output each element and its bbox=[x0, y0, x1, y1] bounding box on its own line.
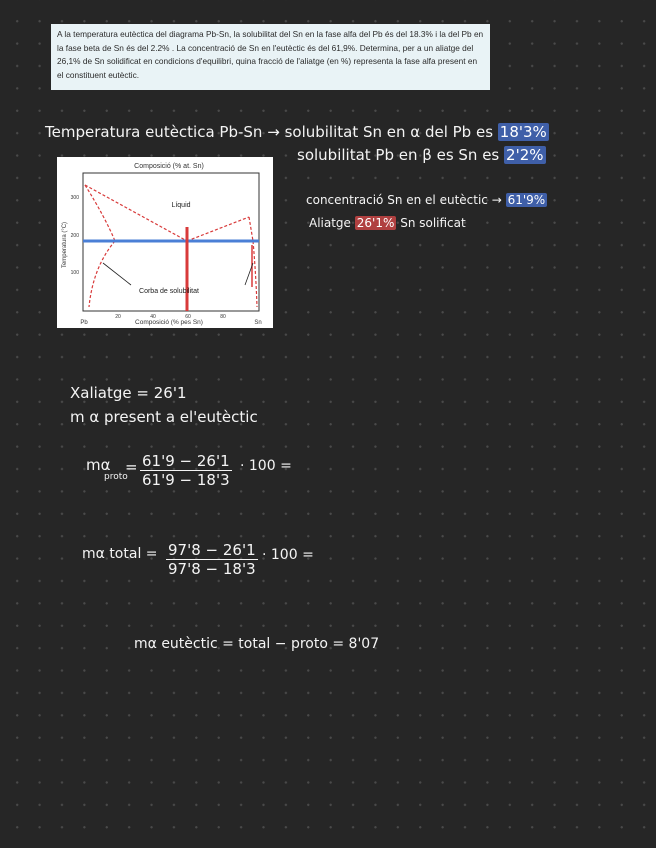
x-tick-40: 40 bbox=[150, 314, 156, 320]
proto-numerator: 61'9 − 26'1 bbox=[142, 452, 230, 470]
final-result: mα eutèctic = total − proto = 8'07 bbox=[134, 636, 380, 652]
diagram-x-label: Composició (% pes Sn) bbox=[135, 319, 203, 326]
y-tick-300: 300 bbox=[70, 195, 79, 201]
note-pb-solubility: solubilitat Pb en β es Sn es bbox=[297, 146, 500, 164]
total-times-100: · 100 = bbox=[262, 547, 314, 563]
note-alloy-label: Aliatge bbox=[309, 216, 351, 230]
x-tick-60: 60 bbox=[185, 314, 191, 320]
phase-diagram-svg bbox=[57, 157, 273, 328]
liquidus-line bbox=[85, 185, 249, 241]
total-label: mα total = bbox=[82, 546, 158, 562]
sn-label: Sn bbox=[254, 320, 262, 326]
y-tick-200: 200 bbox=[70, 233, 79, 239]
m-alpha-title: m α present a el'eutèctic bbox=[70, 408, 258, 426]
diagram-title: Composició (% at. Sn) bbox=[134, 163, 204, 170]
proto-times-100: · 100 = bbox=[240, 458, 292, 474]
proto-fraction bbox=[140, 452, 232, 489]
note-sn-solubility: solubilitat Sn en α del Pb es bbox=[284, 123, 494, 141]
note-eutectic-temp: Temperatura eutèctica Pb-Sn bbox=[45, 123, 263, 141]
note-line-4 bbox=[309, 216, 466, 230]
highlight-18-3: 18'3% bbox=[499, 123, 547, 141]
note-solidified: Sn solificat bbox=[400, 216, 466, 230]
highlight-26-1: 26'1% bbox=[356, 216, 395, 230]
note-line-3 bbox=[306, 193, 547, 207]
proto-equals: = bbox=[125, 458, 138, 476]
diagram-y-label: Temperatura (°C) bbox=[62, 221, 68, 269]
solubility-curve-label: Corba de solubilitat bbox=[139, 288, 199, 295]
x-tick-80: 80 bbox=[220, 314, 226, 320]
phase-diagram bbox=[57, 157, 273, 328]
arrows bbox=[103, 263, 253, 285]
total-denominator: 97'8 − 18'3 bbox=[168, 560, 256, 578]
highlight-2-2: 2'2% bbox=[506, 146, 544, 164]
note-line-2 bbox=[297, 146, 546, 164]
total-numerator: 97'8 − 26'1 bbox=[168, 541, 256, 559]
highlight-61-9: 61'9% bbox=[507, 193, 546, 207]
m-alpha-proto-label: mα bbox=[86, 456, 111, 474]
proto-denominator: 61'9 − 18'3 bbox=[142, 471, 230, 489]
pb-label: Pb bbox=[80, 320, 88, 326]
x-tick-20: 20 bbox=[115, 314, 121, 320]
liquid-label: Líquid bbox=[171, 202, 191, 209]
note-line-1 bbox=[45, 123, 549, 141]
arrow-icon: → bbox=[267, 123, 280, 141]
question-text: A la temperatura eutèctica del diagrama Pb-Sn, la solubilitat del Sn en la fase alfa del Pb és del 18.3% i la del Pb en la fase beta de Sn és del 2.2% . La concentració de Sn en l'eutèctic és del 61,9%. Determina, per a un aliatge del 26,1% de Sn solidificat en condicions d'equilibri, quina fracció de l'aliatge (en %) representa la fase alfa present en el constituent eutèctic. bbox=[57, 29, 484, 80]
x-aliatge-line: Xaliatge = 26'1 bbox=[70, 384, 187, 402]
proto-subscript: proto bbox=[104, 472, 128, 482]
total-fraction bbox=[166, 541, 258, 578]
y-tick-100: 100 bbox=[70, 270, 79, 276]
question-box bbox=[51, 24, 490, 90]
note-eutectic-conc: concentració Sn en el eutèctic → bbox=[306, 193, 502, 207]
